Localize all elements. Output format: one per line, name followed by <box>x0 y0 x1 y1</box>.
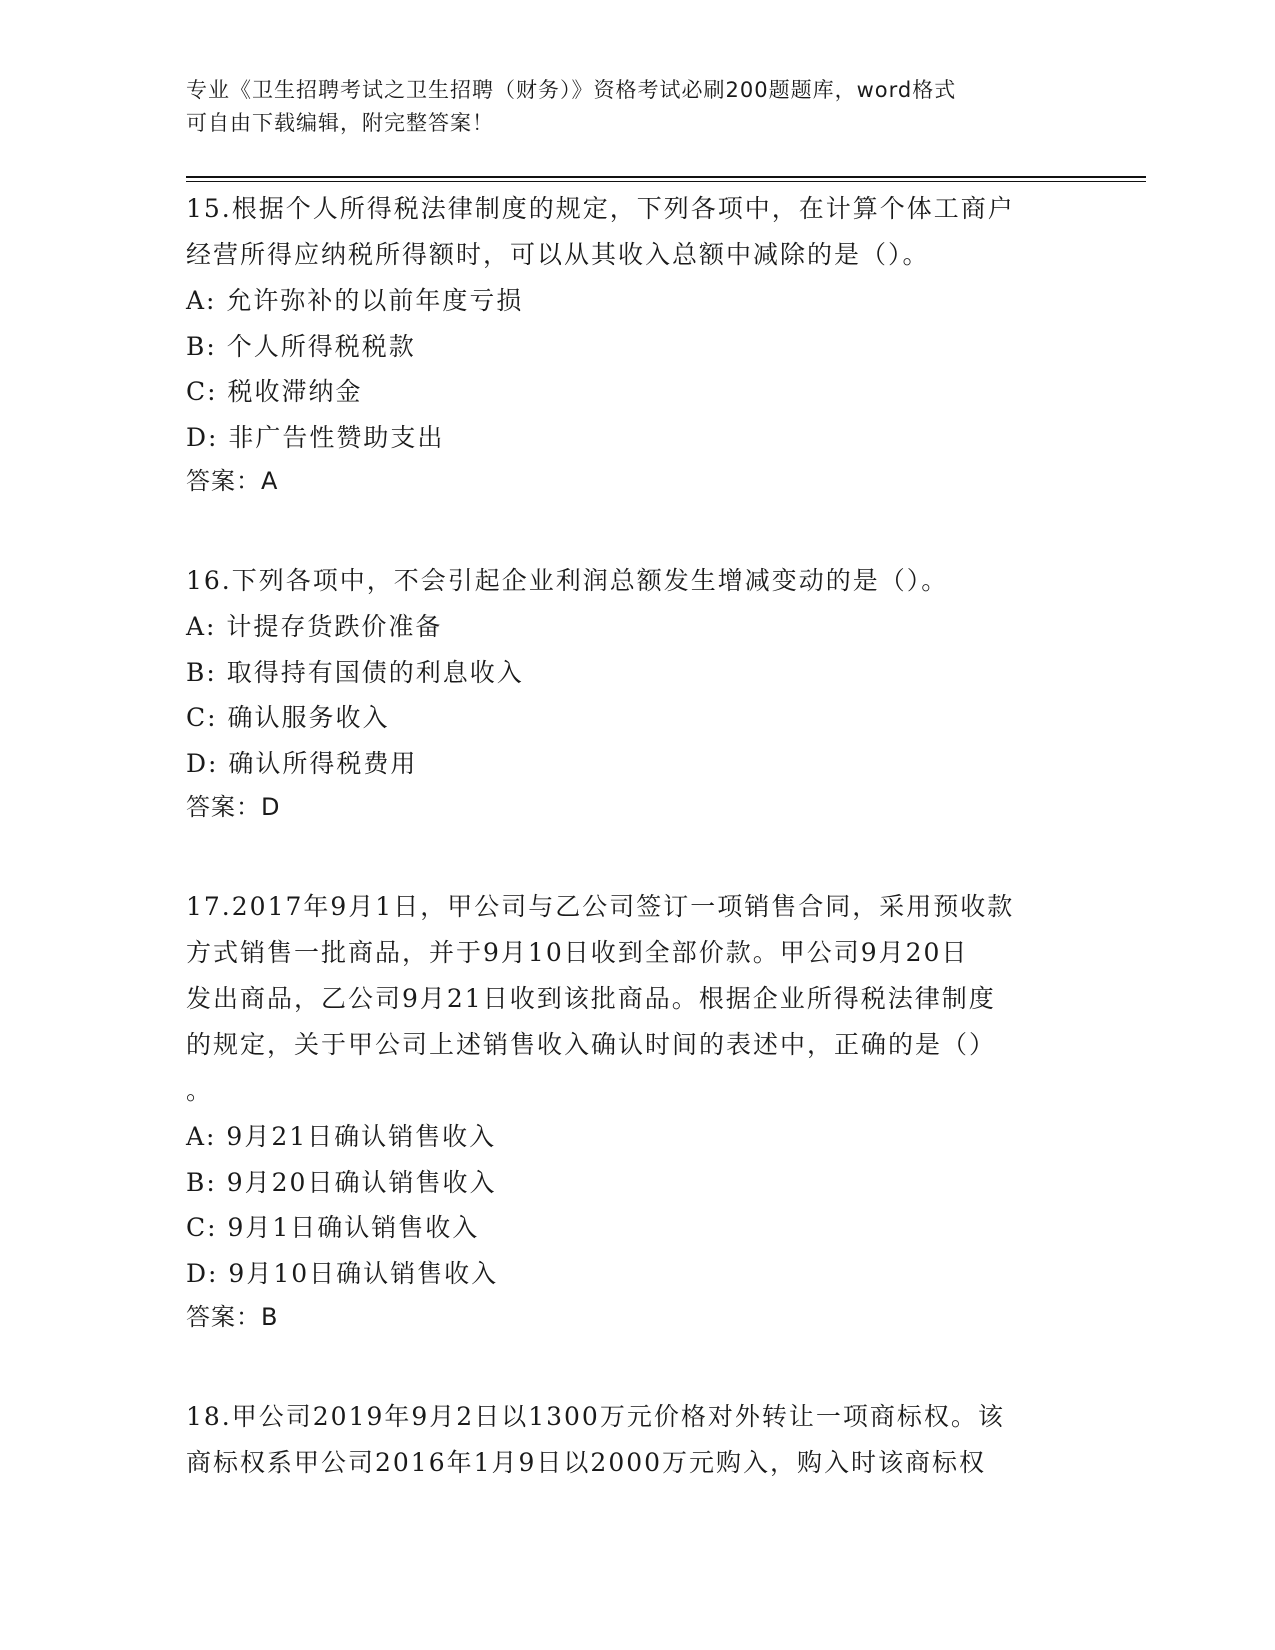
header-divider-thin <box>186 181 1146 182</box>
answer-label: 答案：A <box>186 467 279 495</box>
question-text: 16.下列各项中，不会引起企业利润总额发生增减变动的是（）。 <box>186 566 949 595</box>
option-c: C: 税收滞纳金 <box>186 377 363 406</box>
option-a: A: 允许弥补的以前年度亏损 <box>186 286 524 315</box>
header-divider-thick <box>186 176 1146 178</box>
question-17 <box>186 884 1086 1338</box>
option-d: D: 9月10日确认销售收入 <box>186 1258 499 1288</box>
question-text: 18.甲公司2019年9月2日以1300万元价格对外转让一项商标权。该 商标权系甲公司2016年1月9日以2000万元购入，购入时该商标权 <box>186 1402 1005 1477</box>
question-text: 15.根据个人所得税法律制度的规定，下列各项中，在计算个体工商户 经营所得应纳税所得额时，可以从其收入总额中减除的是（）。 <box>186 194 1015 269</box>
option-d: D: 非广告性赞助支出 <box>186 422 445 452</box>
option-c: C: 9月1日确认销售收入 <box>186 1213 480 1242</box>
option-b: B: 个人所得税税款 <box>186 331 416 361</box>
spacer <box>186 1338 1086 1394</box>
spacer <box>186 502 1086 558</box>
question-15 <box>186 186 1086 502</box>
question-18 <box>186 1394 1086 1486</box>
spacer <box>186 828 1086 884</box>
question-16 <box>186 558 1086 828</box>
option-d: D: 确认所得税费用 <box>186 748 418 778</box>
option-a: A: 9月21日确认销售收入 <box>186 1122 497 1151</box>
question-text: 17.2017年9月1日，甲公司与乙公司签订一项销售合同，采用预收款 方式销售一批商品，并于9月10日收到全部价款。甲公司9月20日 发出商品，乙公司9月21日收到该批商品。根据企业所得税法律制度 的规定，关于甲公司上述销售收入确认时间的表述中，正确的是（） 。 <box>186 892 1015 1105</box>
option-b: B: 取得持有国债的利息收入 <box>186 657 524 687</box>
question-list <box>186 186 1086 1486</box>
answer-label: 答案：D <box>186 793 281 821</box>
document-header: 专业《卫生招聘考试之卫生招聘（财务）》资格考试必刷200题题库，word格式 可自由下载编辑，附完整答案！ <box>186 78 957 135</box>
option-b: B: 9月20日确认销售收入 <box>186 1167 497 1197</box>
option-a: A: 计提存货跌价准备 <box>186 612 443 641</box>
option-c: C: 确认服务收入 <box>186 703 390 732</box>
answer-label: 答案：B <box>186 1303 279 1331</box>
